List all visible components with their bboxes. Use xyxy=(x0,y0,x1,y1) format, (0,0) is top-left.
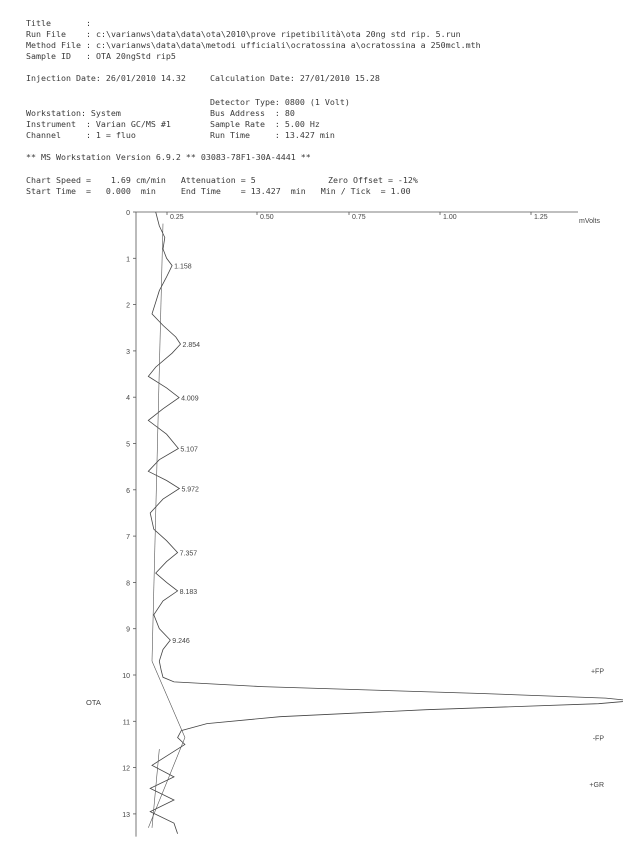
peak-label: 8.183 xyxy=(179,588,198,596)
instrument: Instrument : Varian GC/MS #1 xyxy=(26,119,171,129)
baseline-lines xyxy=(148,224,185,828)
run-file-line: Run File : c:\varianws\data\data\ota\2010\prove ripetibilità\ota 20ng std rip. 5.run xyxy=(26,29,461,39)
time-tick-label: 13 xyxy=(122,811,130,819)
bus-address: Bus Address : 80 xyxy=(210,108,295,118)
chromatogram-trace xyxy=(148,212,623,834)
peak-label: 2.854 xyxy=(182,342,201,350)
time-tick-label: 9 xyxy=(126,626,130,634)
signal-axis-ticks xyxy=(167,212,548,221)
baseline-segment xyxy=(152,661,185,737)
run-file-value: c:\varianws\data\data\ota\2010\prove ripetibilità\ota 20ng std rip. 5.run xyxy=(95,29,461,39)
ms-version: ** MS Workstation Version 6.9.2 ** 03083-78F1-30A-4441 ** xyxy=(26,152,311,162)
peak-labels xyxy=(172,264,623,706)
chart-speed: Chart Speed = 1.69 cm/min Attenuation = 5 xyxy=(26,175,256,185)
time-tick-label: 7 xyxy=(126,534,130,542)
time-tick-label: 10 xyxy=(122,673,130,680)
event-markers xyxy=(589,668,604,788)
time-tick-label: 2 xyxy=(126,302,130,310)
peak-label: 9.246 xyxy=(172,638,190,646)
chart-axes xyxy=(136,212,578,837)
sample-id-value: OTA 20ngStd rip5 xyxy=(95,51,176,61)
time-tick-label: 6 xyxy=(126,487,130,495)
channel: Channel : 1 = fluo xyxy=(26,130,136,140)
time-axis-ticks xyxy=(122,210,136,819)
signal-tick-label: 0.25 xyxy=(170,214,184,221)
baseline-segment xyxy=(152,749,159,828)
run-time: Run Time : 13.427 min xyxy=(210,130,335,140)
signal-tick-label: 0.75 xyxy=(352,214,366,221)
main-peak-name: OTA xyxy=(86,698,101,707)
signal-tick-label: 1.00 xyxy=(443,214,457,221)
peak-label: 5.972 xyxy=(181,486,199,494)
time-tick-label: 0 xyxy=(126,210,130,217)
time-tick-label: 1 xyxy=(126,256,130,264)
signal-unit-label: mVolts xyxy=(579,218,601,225)
injection-date: Injection Date: 26/01/2010 14.32 xyxy=(26,73,186,83)
detector-type: Detector Type: 0800 (1 Volt) xyxy=(210,97,350,107)
event-label: +GR xyxy=(589,781,604,789)
peak-label: 4.009 xyxy=(181,395,199,403)
peak-label: 1.158 xyxy=(174,263,192,271)
start-time: Start Time = 0.000 min End Time = 13.427 min Min / Tick = 1.00 xyxy=(26,186,411,196)
signal-tick-label: 0.50 xyxy=(260,214,274,221)
time-tick-label: 3 xyxy=(126,348,130,356)
sample-rate: Sample Rate : 5.00 Hz xyxy=(210,119,320,129)
event-label: -FP xyxy=(592,735,604,743)
time-tick-label: 8 xyxy=(126,580,130,588)
peak-label: 5.107 xyxy=(180,446,198,454)
baseline-segment xyxy=(152,224,163,662)
calculation-date: Calculation Date: 27/01/2010 15.28 xyxy=(210,73,380,83)
time-tick-label: 5 xyxy=(126,441,130,449)
sample-id-line: Sample ID : OTA 20ngStd rip5 xyxy=(26,51,176,61)
signal-tick-label: 1.25 xyxy=(534,214,548,221)
method-file-value: c:\varianws\data\data\metodi ufficiali\ocratossina a\ocratossina a 250mcl.mth xyxy=(95,40,481,50)
event-label: +FP xyxy=(590,668,604,676)
time-tick-label: 12 xyxy=(122,765,130,773)
time-tick-label: 11 xyxy=(122,719,130,727)
peak-label: 7.357 xyxy=(179,550,198,558)
title-label: Title : xyxy=(26,18,91,28)
method-file-line: Method File : c:\varianws\data\data\metodi ufficiali\ocratossina a\ocratossina a 250mcl.mth xyxy=(26,40,481,50)
baseline-segment xyxy=(148,738,185,828)
zero-offset: Zero Offset = -12% xyxy=(328,175,418,185)
time-tick-label: 4 xyxy=(126,395,130,403)
workstation: Workstation: System xyxy=(26,108,121,118)
